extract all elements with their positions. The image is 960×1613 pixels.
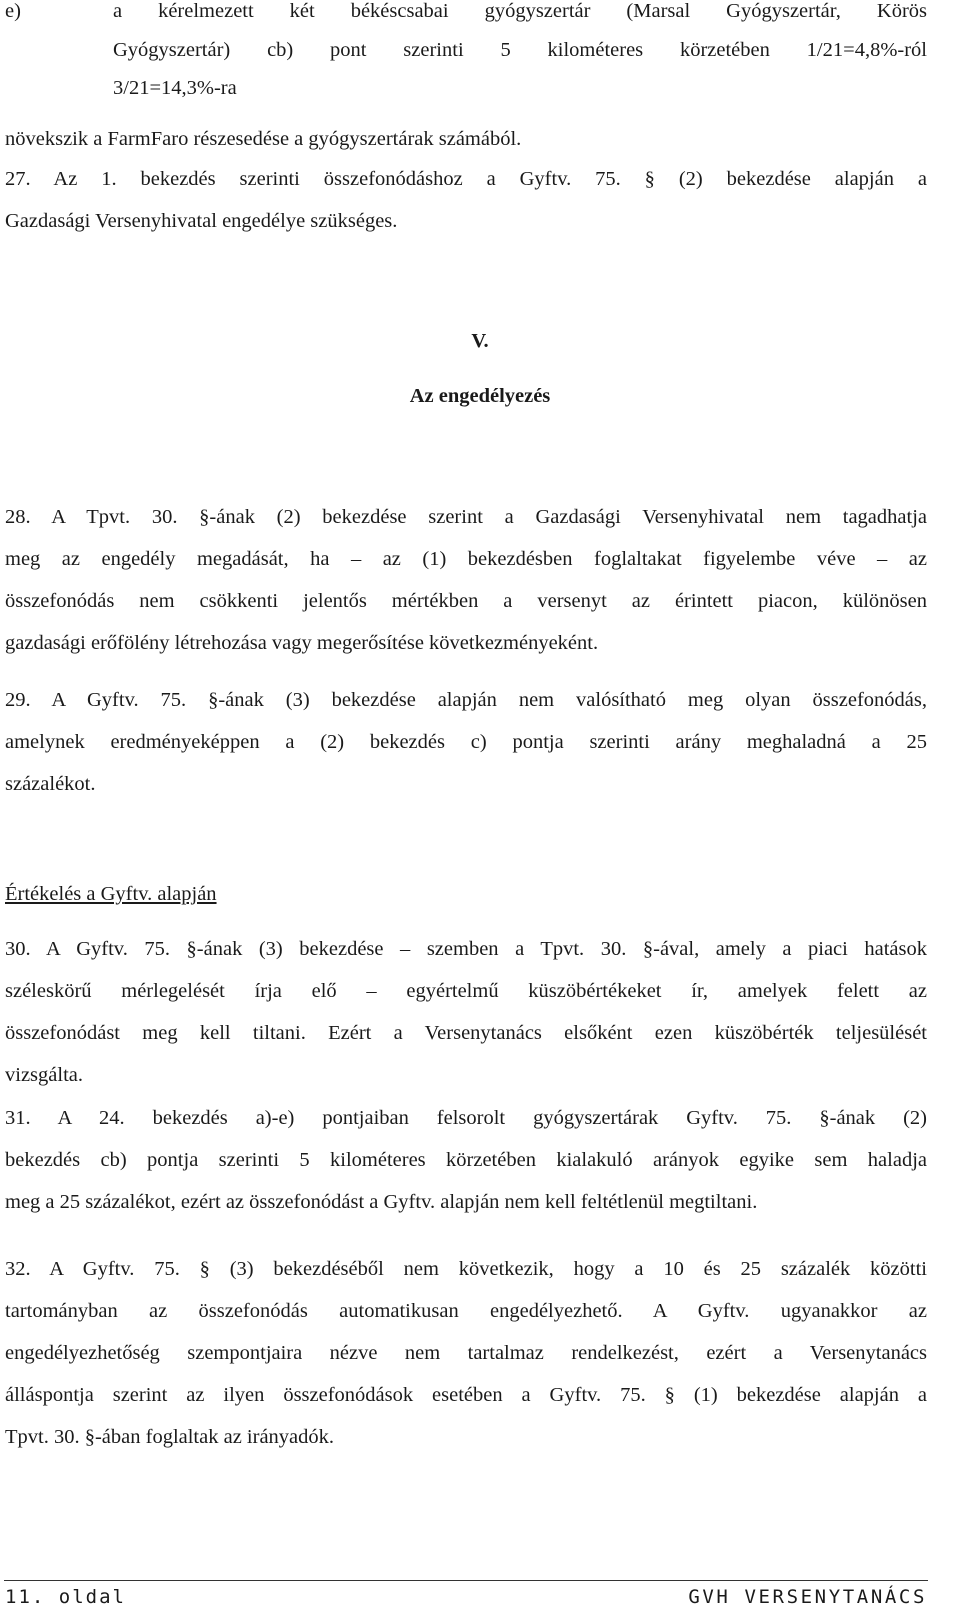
text-line: 27. Az 1. bekezdés szerinti összefonódáshoz a Gyftv. 75. § (2) bekezdése alapján a <box>5 168 927 190</box>
text-line: növekszik a FarmFaro részesedése a gyógyszertárak számából. <box>5 128 522 150</box>
text-line: széleskörű mérlegelését írja elő – egyértelmű küszöbértékeket ír, amelyek felett az <box>5 980 927 1002</box>
text-line: meg az engedély megadását, ha – az (1) bekezdésben foglaltakat figyelembe véve – az <box>5 548 927 570</box>
text-line: amelynek eredményeképpen a (2) bekezdés c) pontja szerinti arány meghaladná a 25 <box>5 731 927 753</box>
paragraph-30 <box>5 928 927 1096</box>
list-item-text <box>113 0 927 108</box>
text-line: tartományban az összefonódás automatikusan engedélyezhető. A Gyftv. ugyanakkor az <box>5 1300 927 1322</box>
footer-divider <box>4 1580 928 1581</box>
text-line: vizsgálta. <box>5 1064 83 1086</box>
paragraph-29 <box>5 679 927 805</box>
footer-organization: GVH VERSENYTANÁCS <box>688 1586 927 1608</box>
text-line: 32. A Gyftv. 75. § (3) bekezdéséből nem következik, hogy a 10 és 25 százalék közötti <box>5 1258 927 1280</box>
subheading: Értékelés a Gyftv. alapján <box>5 883 217 905</box>
list-marker: e) <box>5 0 21 22</box>
text-line: gazdasági erőfölény létrehozása vagy megerősítése következményeként. <box>5 632 599 654</box>
text-line: engedélyezhetőség szempontjaira nézve nem tartalmaz rendelkezést, ezért a Versenytanács <box>5 1342 927 1364</box>
text-line: Gazdasági Versenyhivatal engedélye szükséges. <box>5 210 398 232</box>
text-line: Tpvt. 30. §-ában foglaltak az irányadók. <box>5 1426 335 1448</box>
paragraph-32 <box>5 1248 927 1458</box>
text-line: bekezdés cb) pontja szerinti 5 kilométeres körzetében kialakuló arányok egyike sem haladja <box>5 1149 927 1171</box>
text-line: összefonódás nem csökkenti jelentős mértékben a versenyt az érintett piacon, különösen <box>5 590 927 612</box>
text-line: 29. A Gyftv. 75. §-ának (3) bekezdése alapján nem valósítható meg olyan összefonódás, <box>5 689 927 711</box>
section-title: Az engedélyezés <box>409 385 551 407</box>
text-line: Gyógyszertár) cb) pont szerinti 5 kilométeres körzetében 1/21=4,8%-ról <box>113 38 927 61</box>
page-footer <box>0 1580 960 1613</box>
text-line: 28. A Tpvt. 30. §-ának (2) bekezdése szerint a Gazdasági Versenyhivatal nem tagadhatja <box>5 506 927 528</box>
text-line: 30. A Gyftv. 75. §-ának (3) bekezdése – szemben a Tpvt. 30. §-ával, amely a piaci hatások <box>5 938 927 960</box>
paragraph-28 <box>5 496 927 664</box>
continuation-line <box>5 118 927 160</box>
page-number: 11. oldal <box>5 1586 126 1608</box>
text-line: összefonódást meg kell tiltani. Ezért a Versenytanács elsőként ezen küszöbérték teljesülését <box>5 1022 927 1044</box>
list-item-e <box>0 0 960 112</box>
text-line: meg a 25 százalékot, ezért az összefonódást a Gyftv. alapján nem kell feltétlenül megtiltani. <box>5 1191 758 1213</box>
text-line: százalékot. <box>5 773 96 795</box>
section-number: V. <box>471 330 489 352</box>
paragraph-27 <box>5 158 927 242</box>
text-line: álláspontja szerint az ilyen összefonódások esetében a Gyftv. 75. § (1) bekezdése alapján a <box>5 1384 927 1406</box>
text-line: a kérelmezett két békéscsabai gyógyszertár (Marsal Gyógyszertár, Körös <box>113 0 927 22</box>
text-line: 3/21=14,3%-ra <box>113 77 237 99</box>
paragraph-31 <box>5 1097 927 1223</box>
text-line: 31. A 24. bekezdés a)-e) pontjaiban felsorolt gyógyszertárak Gyftv. 75. §-ának (2) <box>5 1107 927 1129</box>
